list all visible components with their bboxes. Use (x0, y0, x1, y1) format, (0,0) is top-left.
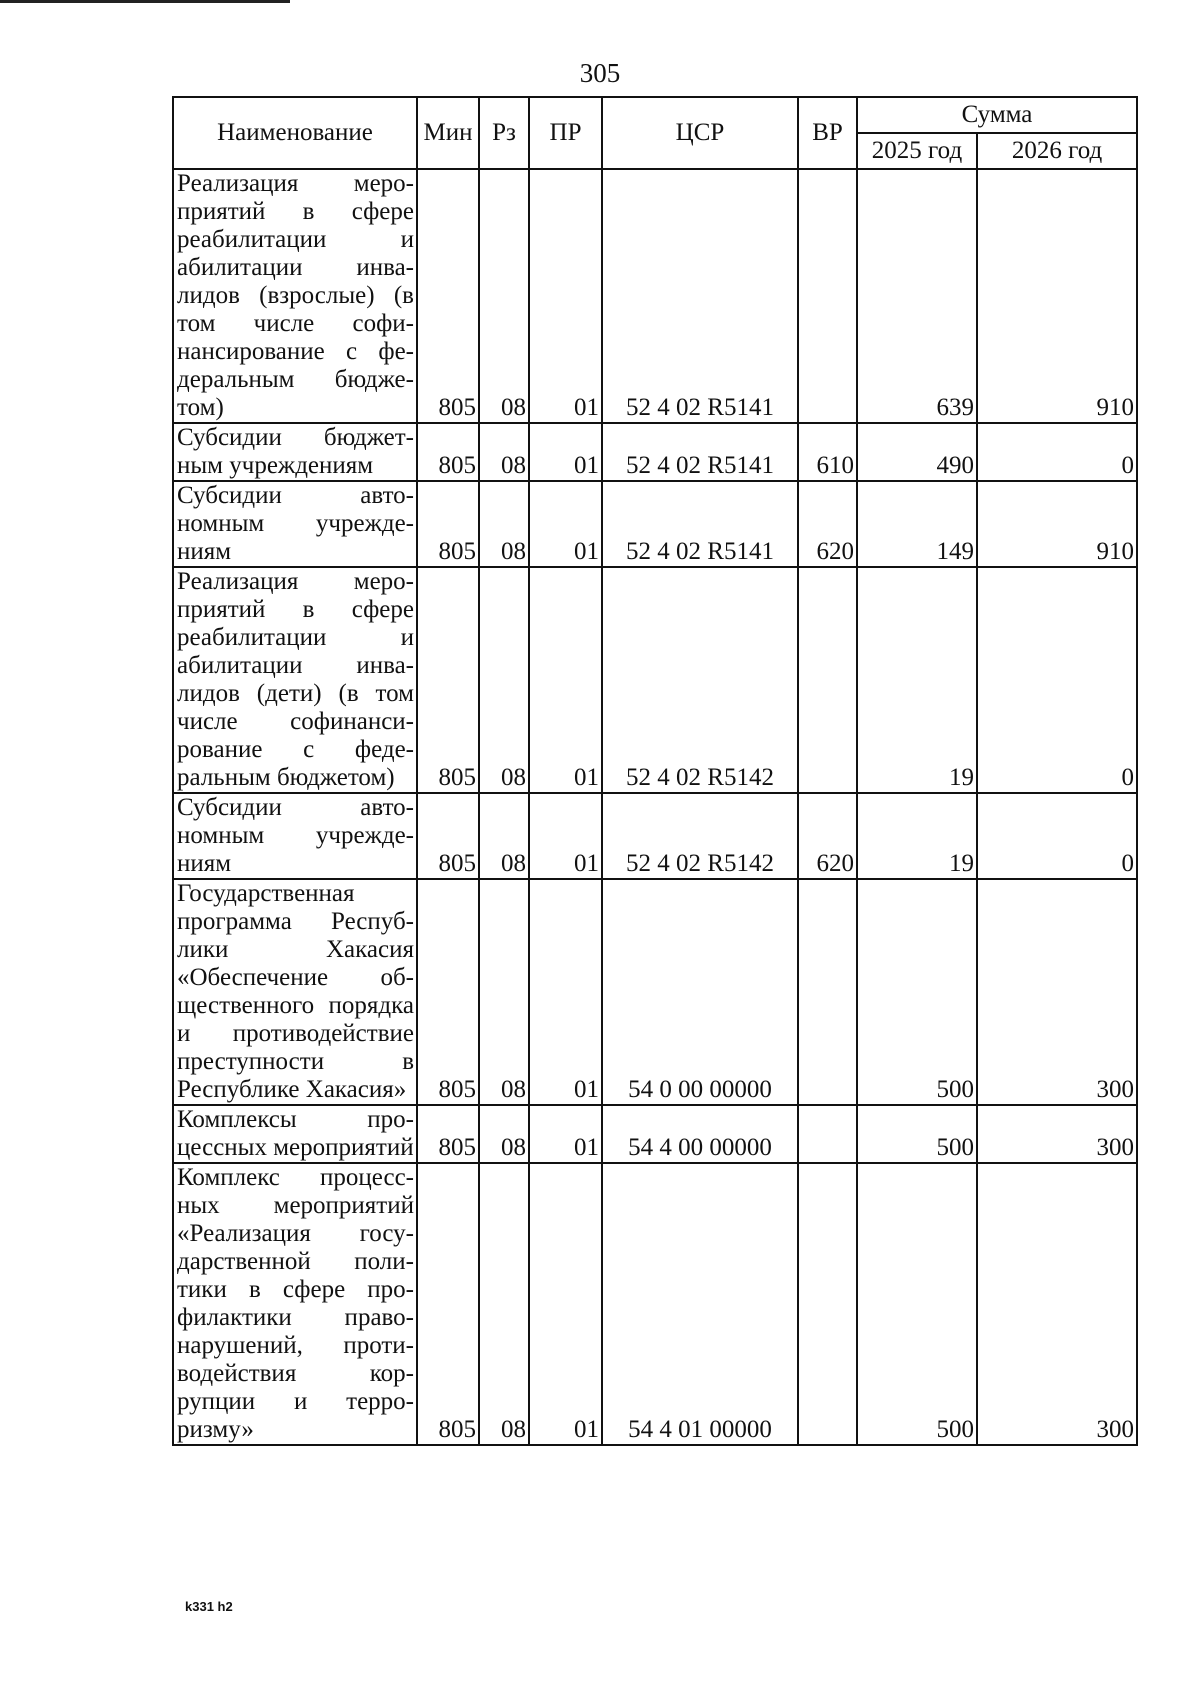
row-min: 805 (417, 423, 479, 481)
header-min: Мин (417, 97, 479, 169)
top-edge-rule (0, 0, 290, 3)
row-2026: 0 (977, 793, 1137, 879)
row-csr: 52 4 02 R5142 (602, 567, 798, 793)
row-name: Комплекс процессных мероприятий «Реализация государственной политики в сфере профилактики правонарушений, противодействия коррупции и терроризму» (173, 1163, 417, 1445)
table-row (173, 481, 1137, 567)
table-row (173, 1105, 1137, 1163)
row-vr (798, 1163, 857, 1445)
row-2025: 500 (857, 1163, 977, 1445)
row-min: 805 (417, 793, 479, 879)
row-name: Субсидии автономным учреждениям (173, 793, 417, 879)
row-rz: 08 (479, 793, 529, 879)
table-row (173, 169, 1137, 423)
row-min: 805 (417, 169, 479, 423)
row-vr (798, 1105, 857, 1163)
header-year-2026: 2026 год (977, 133, 1137, 169)
row-pr: 01 (529, 423, 602, 481)
row-rz: 08 (479, 169, 529, 423)
row-2026: 300 (977, 1163, 1137, 1445)
row-2026: 300 (977, 879, 1137, 1105)
row-rz: 08 (479, 567, 529, 793)
row-csr: 52 4 02 R5141 (602, 423, 798, 481)
row-pr: 01 (529, 1105, 602, 1163)
row-name: Государственная программа Республики Хакасия «Обеспечение общественного порядка и противодействие преступности в Республике Хакасия» (173, 879, 417, 1105)
row-pr: 01 (529, 169, 602, 423)
row-2025: 639 (857, 169, 977, 423)
row-2026: 910 (977, 481, 1137, 567)
row-rz: 08 (479, 1105, 529, 1163)
row-name: Реализация мероприятий в сфере реабилитации и абилитации инвалидов (дети) (в том числе софинансирование с федеральным бюджетом) (173, 567, 417, 793)
row-2026: 300 (977, 1105, 1137, 1163)
row-pr: 01 (529, 567, 602, 793)
table-row (173, 879, 1137, 1105)
page-number: 305 (579, 58, 621, 88)
document-code: k331 h2 (185, 1599, 233, 1614)
table-row (173, 793, 1137, 879)
row-min: 805 (417, 1105, 479, 1163)
row-rz: 08 (479, 1163, 529, 1445)
row-min: 805 (417, 1163, 479, 1445)
row-pr: 01 (529, 481, 602, 567)
row-vr (798, 169, 857, 423)
row-name: Комплексы процессных мероприятий (173, 1105, 417, 1163)
row-csr: 52 4 02 R5142 (602, 793, 798, 879)
header-sum: Сумма (857, 97, 1137, 133)
row-2026: 0 (977, 423, 1137, 481)
row-name: Реализация мероприятий в сфере реабилитации и абилитации инвалидов (взрослые) (в том числе софинансирование с федеральным бюджетом) (173, 169, 417, 423)
row-pr: 01 (529, 793, 602, 879)
row-vr: 610 (798, 423, 857, 481)
row-min: 805 (417, 567, 479, 793)
header-rz: Рз (479, 97, 529, 169)
row-pr: 01 (529, 1163, 602, 1445)
table-header (173, 97, 1137, 169)
row-csr: 52 4 02 R5141 (602, 481, 798, 567)
row-2025: 19 (857, 793, 977, 879)
header-pr: ПР (529, 97, 602, 169)
row-csr: 54 4 00 00000 (602, 1105, 798, 1163)
row-2025: 149 (857, 481, 977, 567)
row-vr: 620 (798, 793, 857, 879)
row-2025: 19 (857, 567, 977, 793)
row-name: Субсидии автономным учреждениям (173, 481, 417, 567)
row-csr: 54 0 00 00000 (602, 879, 798, 1105)
row-vr (798, 879, 857, 1105)
header-name: Наименование (173, 97, 417, 169)
row-csr: 52 4 02 R5141 (602, 169, 798, 423)
table-row (173, 1163, 1137, 1445)
row-2026: 0 (977, 567, 1137, 793)
table-row (173, 423, 1137, 481)
row-rz: 08 (479, 481, 529, 567)
row-min: 805 (417, 879, 479, 1105)
table-body (173, 169, 1137, 1445)
table-row (173, 567, 1137, 793)
row-rz: 08 (479, 423, 529, 481)
header-csr: ЦСР (602, 97, 798, 169)
budget-table (172, 96, 1138, 1446)
row-vr: 620 (798, 481, 857, 567)
row-name: Субсидии бюджетным учреждениям (173, 423, 417, 481)
header-year-2025: 2025 год (857, 133, 977, 169)
row-2025: 490 (857, 423, 977, 481)
row-csr: 54 4 01 00000 (602, 1163, 798, 1445)
row-2025: 500 (857, 1105, 977, 1163)
row-2025: 500 (857, 879, 977, 1105)
row-2026: 910 (977, 169, 1137, 423)
row-rz: 08 (479, 879, 529, 1105)
row-pr: 01 (529, 879, 602, 1105)
row-min: 805 (417, 481, 479, 567)
header-vr: ВР (798, 97, 857, 169)
row-vr (798, 567, 857, 793)
